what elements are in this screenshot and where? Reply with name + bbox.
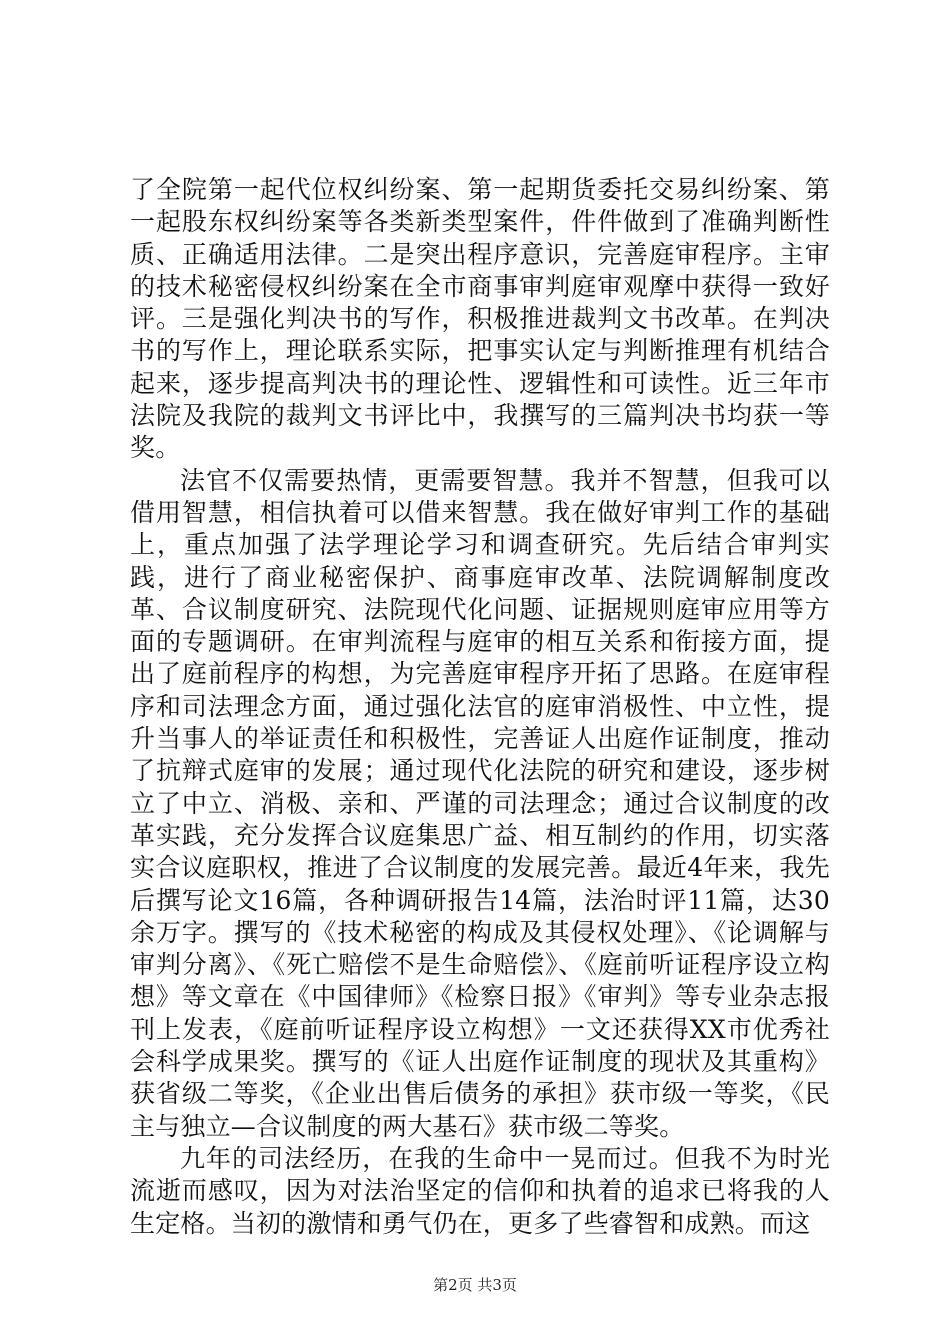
document-body: [130, 174, 830, 1240]
paragraph-1: 了全院第一起代位权纠纷案、第一起期货委托交易纠纷案、第一起股东权纠纷案等各类新类型案件，件件做到了准确判断性质、正确适用法律。二是突出程序意识，完善庭审程序。主审的技术秘密侵权纠纷案在全市商事审判庭审观摩中获得一致好评。三是强化判决书的写作，积极推进裁判文书改革。在判决书的写作上，理论联系实际，把事实认定与判断推理有机结合起来，逐步提高判决书的理论性、逻辑性和可读性。近三年市法院及我院的裁判文书评比中，我撰写的三篇判决书均获一等奖。: [130, 175, 830, 463]
paragraph-2: 法官不仅需要热情，更需要智慧。我并不智慧，但我可以借用智慧，相信执着可以借来智慧。我在做好审判工作的基础上，重点加强了法学理论学习和调查研究。先后结合审判实践，进行了商业秘密保护、商事庭审改革、法院调解制度改革、合议制度研究、法院现代化问题、证据规则庭审应用等方面的专题调研。在审判流程与庭审的相互关系和衔接方面，提出了庭前程序的构想，为完善庭审程序开拓了思路。在庭审程序和司法理念方面，通过强化法官的庭审消极性、中立性，提升当事人的举证责任和积极性，完善证人出庭作证制度，推动了抗辩式庭审的发展；通过现代化法院的研究和建设，逐步树立了中立、消极、亲和、严谨的司法理念；通过合议制度的改革实践，充分发挥合议庭集思广益、相互制约的作用，切实落实合议庭职权，推进了合议制度的发展完善。最近4年来，我先后撰写论文16篇，各种调研报告14篇，法治时评11篇，达30余万字。撰写的《技术秘密的构成及其侵权处理》、《论调解与审判分离》、《死亡赔偿不是生命赔偿》、《庭前听证程序设立构想》等文章在《中国律师》《检察日报》《审判》等专业杂志报刊上发表，《庭前听证程序设立构想》一文还获得XX市优秀社会科学成果奖。撰写的《证人出庭作证制度的现状及其重构》获省级二等奖，《企业出售后债务的承担》获市级一等奖，《民主与独立—合议制度的两大基石》获市级二等奖。: [130, 465, 830, 1141]
paragraph-3: 九年的司法经历，在我的生命中一晃而过。但我不为时光流逝而感叹，因为对法治坚定的信仰和执着的追求已将我的人生定格。当初的激情和勇气仍在，更多了些睿智和成熟。而这: [130, 1143, 830, 1238]
page-footer: 第2页 共3页: [433, 1276, 517, 1294]
